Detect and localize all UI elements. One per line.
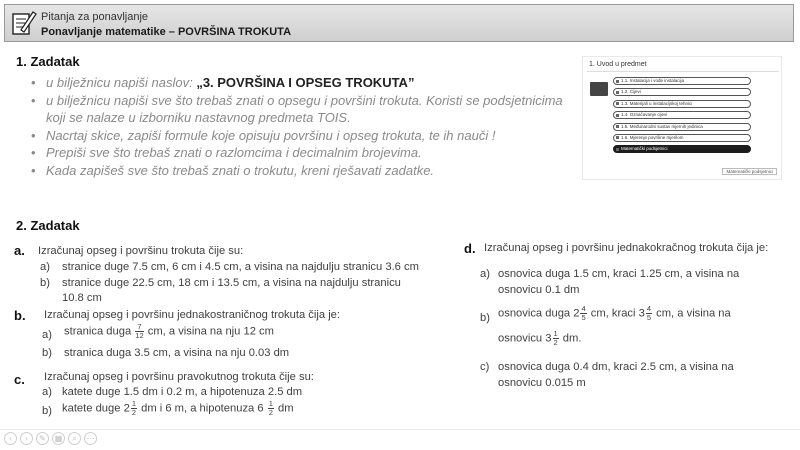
list-item: • u bilježnicu napiši sve što trebaš znati o opsegu i površini trokuta. Koristi se podsjetnicima koji se nalaze u izborniku nastavnog predmeta TOIS. xyxy=(28,92,568,127)
task-c-question: Izračunaj opseg i površinu pravokutnog trokuta čije su: xyxy=(44,371,314,383)
header-supertitle: Pitanja za ponavljanje xyxy=(41,11,149,23)
folder-icon xyxy=(590,82,608,96)
task-c-item-a: katete duge 1.5 dm i 0.2 m, a hipotenuza 2.5 dm xyxy=(62,386,303,398)
task-d-item-a: osnovica duga 1.5 cm, kraci 1.25 cm, a visina na xyxy=(498,268,740,280)
forward-icon[interactable]: › xyxy=(20,432,33,445)
task-letter-d: d. xyxy=(464,241,476,256)
fraction: $\frac{1}{2}$ xyxy=(131,399,136,417)
thumbnail-menu-item: 1.4. Označavanje cijevi xyxy=(613,111,751,119)
list-item: • u bilježnicu napiši naslov: „3. POVRŠINA I OPSEG TROKUTA” xyxy=(28,74,568,92)
search-icon[interactable]: ⌕ xyxy=(68,432,81,445)
task2-title: 2. Zadatak xyxy=(16,218,80,233)
thumbnail-menu-item: 1.2. Cijevi xyxy=(613,88,751,96)
thumbnail-menu-item-active: Matematički podsjetnici xyxy=(613,145,751,153)
fraction: $\frac{1}{2}$ xyxy=(553,329,558,347)
thumbnail-menu-item: 1.3. Materijali u instalacijskoj tehnici xyxy=(613,100,751,108)
task-letter-c: c. xyxy=(14,372,25,387)
thumbnail-menu-item: 1.5. Međunarodni sustav mjernih jedinica xyxy=(613,123,751,131)
grid-icon[interactable]: ▦ xyxy=(52,432,65,445)
fraction: $\frac{1}{2}$ xyxy=(268,399,273,417)
thumbnail-title: 1. Uvod u predmet xyxy=(589,61,647,68)
fraction: $\frac{7}{12}$ xyxy=(135,322,144,340)
task1-title: 1. Zadatak xyxy=(16,54,80,69)
slide-header xyxy=(4,4,794,42)
task-b-item-a: stranica duga $\frac{7}{12}$ cm, a visina na nju 12 cm xyxy=(64,322,274,340)
fraction: $\frac{4}{5}$ xyxy=(581,304,586,322)
list-item: • Prepiši sve što trebaš znati o razlomcima i decimalnim brojevima. xyxy=(28,144,568,162)
more-icon[interactable]: ⋯ xyxy=(84,432,97,445)
task-letter-b: b. xyxy=(14,308,26,323)
notebook-pencil-icon xyxy=(9,8,37,38)
task-d-item-c: osnovica duga 0.4 dm, kraci 2.5 cm, a visina na xyxy=(498,361,734,373)
task-letter-a: a. xyxy=(14,243,25,258)
back-icon[interactable]: ‹ xyxy=(4,432,17,445)
task-b-item-b: stranica duga 3.5 cm, a visina na nju 0.03 dm xyxy=(64,347,290,359)
task-b-question: Izračunaj opseg i površinu jednakostraničnog trokuta čija je: xyxy=(44,309,341,321)
notebook-heading: „3. POVRŠINA I OPSEG TROKUTA” xyxy=(196,75,415,90)
fraction: $\frac{4}{5}$ xyxy=(646,304,652,322)
thumbnail-menu xyxy=(613,77,751,157)
thumbnail-menu-item: 1.1. Instalacija i vođe instalacija xyxy=(613,77,751,85)
header-title: Ponavljanje matematike – POVRŠINA TROKUTA xyxy=(41,26,292,38)
task1-list xyxy=(28,74,568,179)
course-menu-thumbnail xyxy=(582,56,782,180)
task-a-item-a: stranice duge 7.5 cm, 6 cm i 4.5 cm, a visina na najdulju stranicu 3.6 cm xyxy=(62,261,419,273)
task-d-item-b: osnovica duga 2 $\frac{4}{5}$ cm, kraci 3 $\frac{4}{5}$ cm, a visina na xyxy=(498,304,731,322)
task-a-item-b: stranice duge 22.5 cm, 18 cm i 13.5 cm, a visina na najdulju stranicu xyxy=(62,277,401,289)
pen-icon[interactable]: ✎ xyxy=(36,432,49,445)
task-d-question: Izračunaj opseg i površinu jednakokračnog trokuta čija je: xyxy=(484,242,769,254)
thumbnail-footer: Matematički podsjetnici xyxy=(722,168,777,175)
thumbnail-menu-item: 1.6. Mjerenje površine mjerilom xyxy=(613,134,751,142)
list-item: • Kada zapišeš sve što trebaš znati o trokutu, kreni rješavati zadatke. xyxy=(28,162,568,180)
task-a-question: Izračunaj opseg i površinu trokuta čije su: xyxy=(38,245,244,257)
list-item: • Nacrtaj skice, zapiši formule koje opisuju površinu i opseg trokuta, te ih nauči ! xyxy=(28,127,568,145)
task-c-item-b: katete duge 2 $\frac{1}{2}$ dm i 6 m, a hipotenuza 6 $\frac{1}{2}$ dm xyxy=(62,399,294,417)
